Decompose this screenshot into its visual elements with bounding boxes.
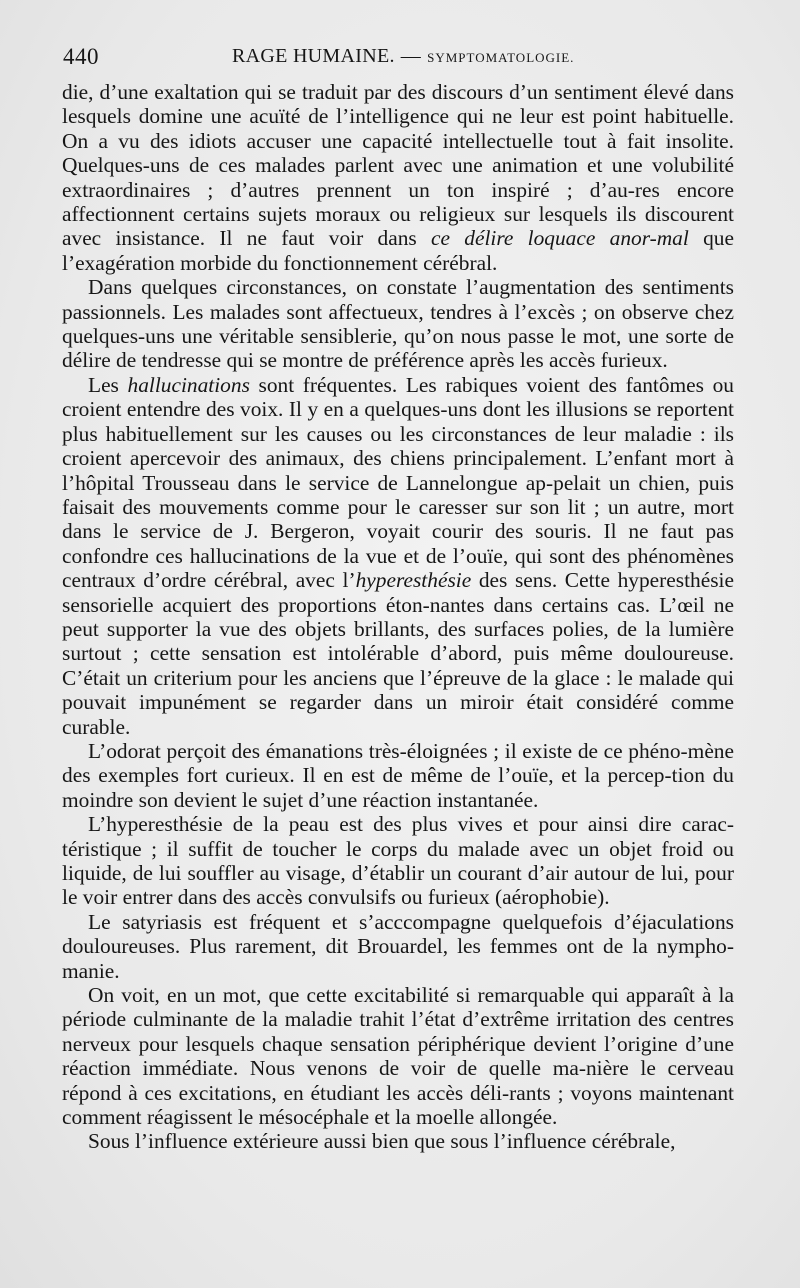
book-title: RAGE HUMAINE. xyxy=(232,45,395,67)
paragraph-2 xyxy=(62,275,734,373)
section-title: SYMPTOMATOLOGIE. xyxy=(427,50,575,65)
italic-text-run: hallucinations xyxy=(127,372,250,397)
text-run: On voit, en un mot, que cette excitabilité si remarquable qui apparaît à la période culminante de la maladie trahit l’état d’extrême irritation des centres nerveux pour lesquels chaque sensation périphérique devient l’origine d’une réaction immédiate. Nous venons de voir de quelle ma-nière le cerveau répond à ces excitations, en étudiant les accès déli-rants ; voyons maintenant comment réagissent le mésocéphale et la moelle allongée. xyxy=(62,983,734,1130)
text-run: Dans quelques circonstances, on constate l’augmentation des sentiments passionnels. Les malades sont affectueux, tendres à l’excès ; on observe chez quelques-uns une véritable sensiblerie, qu’on nous passe le mot, une sorte de délire de tendresse qui se montre de préférence après les accès furieux. xyxy=(62,275,734,373)
paragraph-3 xyxy=(62,373,734,739)
paragraph-4 xyxy=(62,739,734,812)
paragraph-5 xyxy=(62,812,734,910)
text-run: que l’exagération morbide du fonctionnement cérébral. xyxy=(62,226,734,275)
running-title xyxy=(232,45,574,68)
text-run: sont fréquentes. Les rabiques voient des fantômes ou croient entendre des voix. Il y en a quelques-uns dont les illusions se reportent plus habituellement sur les causes ou les circonstances de leur maladie : ils croient apercevoir des animaux, des chiens principalement. L’enfant mort à l’hôpital Trousseau dans le service de Lannelongue ap-pelait un chien, puis faisait des mouvements comme pour le caresser sur son lit ; un autre, mort dans le service de J. Bergeron, voyait courir des souris. Il ne faut pas confondre ces hallucinations de la vue et de l’ouïe, qui sont des phénomènes centraux d’ordre cérébral, avec l’ xyxy=(62,372,735,593)
title-separator: — xyxy=(400,45,422,67)
body-text xyxy=(62,80,734,1154)
text-run: die, d’une exaltation qui se traduit par des discours d’un sentiment élevé dans lesquels domine une acuïté de l’intelligence qui ne leur est point habituelle. On a vu des idiots accuser une capacité intellectuelle tout à fait insolite. Quelques-uns de ces malades parlent avec une animation et une volubilité extraordinaires ; d’autres prennent un ton inspiré ; d’au-res encore affectionnent certains sujets moraux ou religieux sur lesquels ils discourent avec insistance. Il ne faut voir dans xyxy=(62,80,734,251)
page-number: 440 xyxy=(63,44,99,69)
running-header xyxy=(60,44,730,74)
text-run: des sens. Cette hyperesthésie sensorielle acquiert des proportions éton-nantes dans certains cas. L’œil ne peut supporter la vue des objets brillants, des surfaces polies, de la lumière surtout ; cette sensation est intolérable d’abord, puis même douloureuse. C’était un criterium pour les anciens que l’épreuve de la glace : le malade qui pouvait impunément se regarder dans un miroir était considéré comme curable. xyxy=(62,568,734,739)
paragraph-7 xyxy=(62,983,734,1129)
italic-text-run: ce délire loquace anor-mal xyxy=(431,226,689,251)
paragraph-6 xyxy=(62,910,734,983)
text-run: Le satyriasis est fréquent et s’acccompagne quelquefois d’éjaculations douloureuses. Plus rarement, dit Brouardel, les femmes ont de la nympho-manie. xyxy=(62,909,734,983)
paragraph-8 xyxy=(62,1129,734,1153)
text-run: L’hyperesthésie de la peau est des plus vives et pour ainsi dire carac-téristique ; il suffit de toucher le corps du malade avec un objet froid ou liquide, de lui souffler au visage, d’établir un courant d’air autour de lui, pour le voir entrer dans des accès convulsifs ou furieux (aérophobie). xyxy=(62,812,734,910)
italic-text-run: hyperesthésie xyxy=(355,568,472,593)
text-run: Les xyxy=(88,372,128,397)
text-run: L’odorat perçoit des émanations très-éloignées ; il existe de ce phéno-mène des exemples fort curieux. Il en est de même de l’ouïe, et la percep-tion du moindre son devient le sujet d’une réaction instantanée. xyxy=(62,738,734,812)
text-run: Sous l’influence extérieure aussi bien que sous l’influence cérébrale, xyxy=(88,1129,676,1154)
paragraph-1 xyxy=(62,80,734,275)
